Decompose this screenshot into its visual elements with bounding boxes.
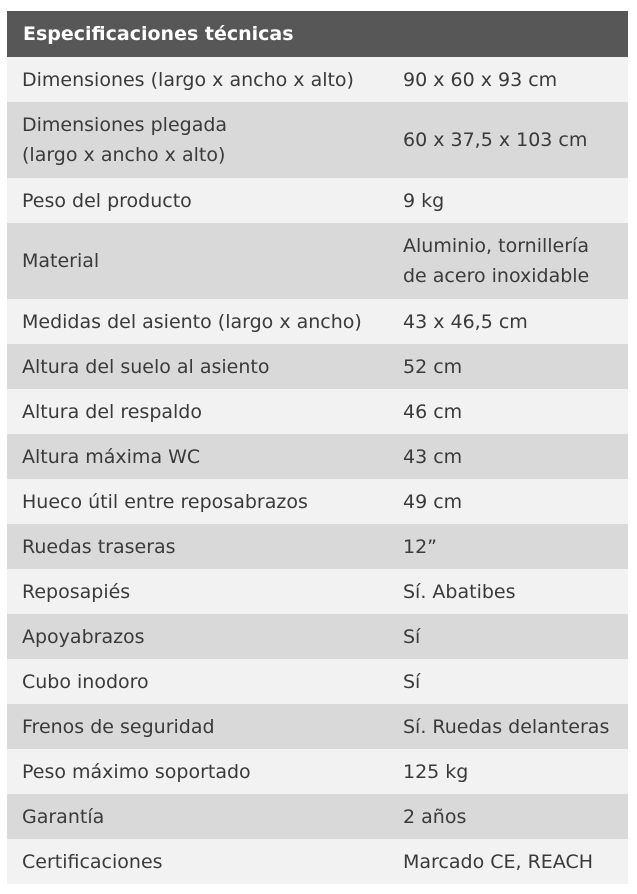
table-header [7,11,628,57]
spec-label: Reposapiés [22,580,131,603]
spec-label: Altura del respaldo [22,400,202,423]
table-row [7,614,628,659]
spec-label: Hueco útil entre reposabrazos [22,490,308,513]
spec-value: 43 x 46,5 cm [403,310,528,333]
spec-value: 60 x 37,5 x 103 cm [403,129,588,151]
table-row [7,57,628,102]
table-row [7,704,628,749]
table-row [7,524,628,569]
spec-label: Certificaciones [22,850,163,873]
table-row [7,344,628,389]
spec-value: Sí. Ruedas delanteras [403,715,610,738]
spec-label: Medidas del asiento (largo x ancho) [22,310,362,333]
spec-value: 90 x 60 x 93 cm [403,68,558,91]
spec-value: Sí [403,625,421,648]
spec-table [7,11,628,884]
table-row [7,389,628,434]
spec-value: 46 cm [403,400,463,423]
spec-label: Dimensiones plegada (largo x ancho x alto) [22,114,228,166]
spec-label: Peso del producto [22,189,192,212]
spec-value: 2 años [403,805,467,828]
table-row [7,569,628,614]
table-row [7,223,628,299]
table-row [7,299,628,344]
table-row [7,659,628,704]
table-row [7,178,628,223]
spec-value: 125 kg [403,760,469,783]
spec-label: Peso máximo soportado [22,760,251,783]
spec-value: 12” [403,535,438,558]
table-title: Especificaciones técnicas [23,23,294,45]
spec-value: Aluminio, tornillería de acero inoxidable [403,235,590,287]
spec-value: Sí [403,670,421,693]
spec-label: Material [22,250,100,272]
spec-value: 49 cm [403,490,463,513]
spec-label: Garantía [22,805,105,828]
table-row [7,434,628,479]
table-row [7,479,628,524]
spec-label: Altura del suelo al asiento [22,355,270,378]
table-row [7,749,628,794]
spec-value: 43 cm [403,445,463,468]
spec-label: Altura máxima WC [22,445,201,468]
spec-label: Ruedas traseras [22,535,176,558]
table-row [7,839,628,884]
spec-value: Marcado CE, REACH [403,850,594,873]
table-row [7,794,628,839]
spec-value: 9 kg [403,189,445,212]
table-row [7,102,628,178]
spec-label: Dimensiones (largo x ancho x alto) [22,68,354,91]
spec-label: Cubo inodoro [22,670,149,693]
spec-value: Sí. Abatibes [403,580,516,603]
spec-label: Frenos de seguridad [22,715,215,738]
spec-value: 52 cm [403,355,463,378]
spec-label: Apoyabrazos [22,625,145,648]
